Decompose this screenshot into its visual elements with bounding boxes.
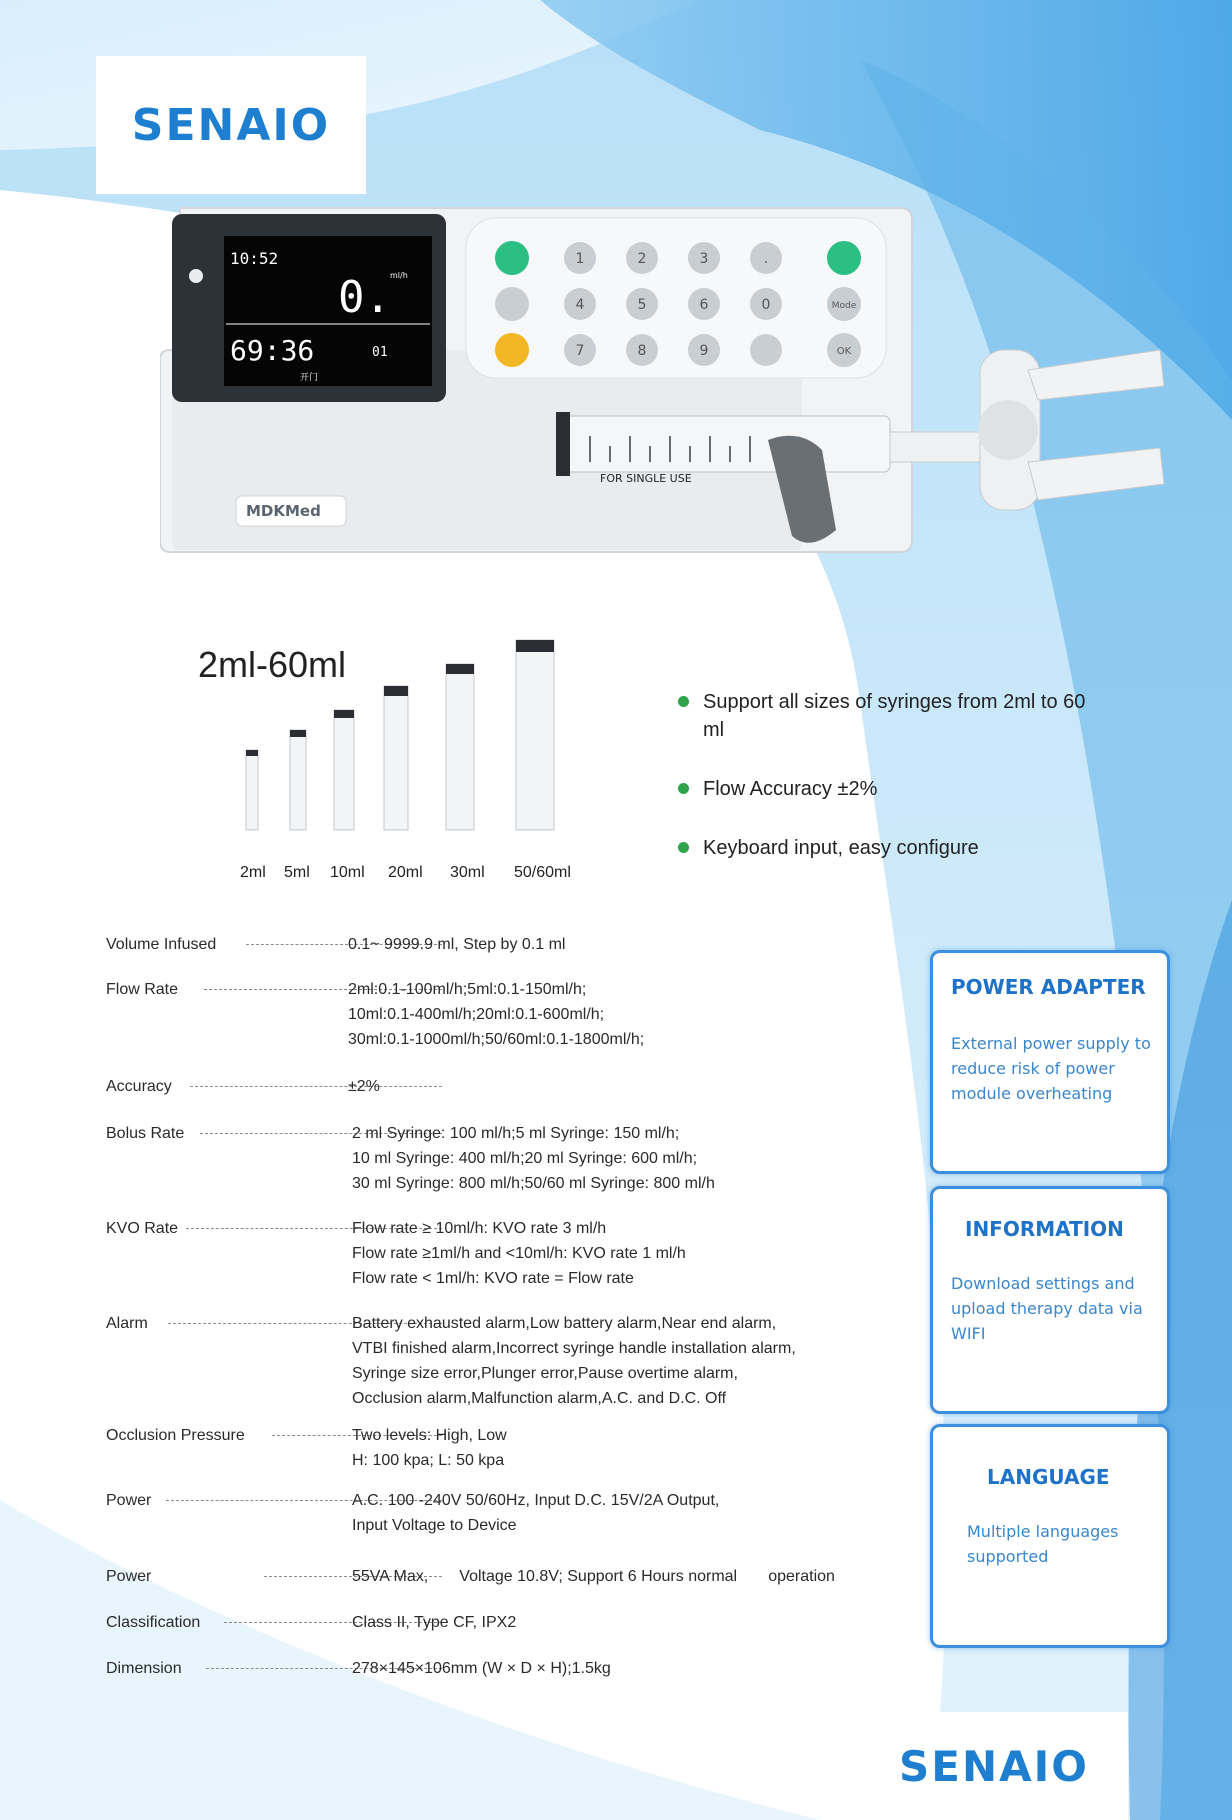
screen-rate: 0. [338, 272, 391, 323]
card-body: Download settings and upload therapy data via WIFI [951, 1274, 1143, 1343]
svg-text:5: 5 [637, 297, 647, 313]
feature-item: Keyboard input, easy configure [678, 834, 1108, 862]
card-body: Multiple languages supported [967, 1522, 1119, 1566]
spec-label: Flow Rate [106, 981, 179, 998]
spec-label: Dimension [106, 1660, 182, 1677]
syringe-size-20ml: 20ml [388, 864, 423, 881]
svg-text:OK: OK [836, 346, 852, 357]
bullet-icon [678, 842, 689, 853]
card-information [930, 1186, 1170, 1414]
spec-label: Accuracy [106, 1078, 172, 1095]
svg-text:7: 7 [575, 343, 585, 359]
syringe-label: FOR SINGLE USE [600, 472, 692, 485]
syringe-size-10ml: 10ml [330, 864, 365, 881]
svg-text:0: 0 [761, 297, 771, 313]
syringe-size-30ml: 30ml [450, 864, 485, 881]
syringe-sizes-image [228, 630, 598, 860]
svg-text:9: 9 [699, 343, 709, 359]
svg-text:3: 3 [699, 251, 709, 267]
spec-label: Power [106, 1492, 152, 1509]
screen-bottom-label: 开门 [300, 373, 319, 383]
logo-bottom-text: SENAIO [899, 1741, 1089, 1791]
svg-text:6: 6 [699, 297, 709, 313]
svg-text:Mode: Mode [831, 301, 857, 311]
card-title: POWER ADAPTER [951, 975, 1146, 999]
syringe-size-5ml: 5ml [284, 864, 310, 881]
bullet-icon [678, 783, 689, 794]
screen-clock: 10:52 [230, 249, 279, 268]
spec-label: Occlusion Pressure [106, 1427, 245, 1444]
spec-label: Volume Infused [106, 936, 217, 953]
card-power-adapter [930, 950, 1170, 1174]
spec-label: KVO Rate [106, 1220, 179, 1237]
svg-text:.: . [763, 251, 769, 267]
card-language [930, 1424, 1170, 1648]
screen-rate-unit: ml/h [390, 271, 408, 280]
svg-text:2: 2 [637, 251, 647, 267]
svg-text:4: 4 [575, 297, 585, 313]
bullet-icon [678, 696, 689, 707]
screen-small-value: 01 [372, 345, 388, 360]
spec-label: Classification [106, 1614, 201, 1631]
spec-label: Power [106, 1568, 152, 1585]
card-title: INFORMATION [965, 1217, 1124, 1241]
svg-text:1: 1 [575, 251, 585, 267]
device-brand: MDKMed [246, 502, 321, 520]
syringe-pump-image [160, 200, 1180, 580]
logo-top-text: SENAIO [131, 99, 331, 151]
leader-line [190, 1086, 442, 1087]
syringe-size-2ml: 2ml [240, 864, 266, 881]
logo-top [96, 56, 366, 194]
feature-item: Support all sizes of syringes from 2ml to 60 ml [678, 688, 1108, 744]
range-title: 2ml-60ml [198, 644, 347, 685]
spec-label: Bolus Rate [106, 1125, 185, 1142]
svg-text:8: 8 [637, 343, 647, 359]
syringe-size-50-60ml: 50/60ml [514, 864, 571, 881]
card-title: LANGUAGE [987, 1465, 1110, 1489]
screen-time: 69:36 [230, 334, 315, 367]
spec-label: Alarm [106, 1315, 148, 1332]
feature-list [678, 688, 1108, 893]
feature-item: Flow Accuracy ±2% [678, 775, 1108, 803]
card-body: External power supply to reduce risk of power module overheating [951, 1034, 1151, 1103]
logo-bottom [860, 1712, 1128, 1820]
